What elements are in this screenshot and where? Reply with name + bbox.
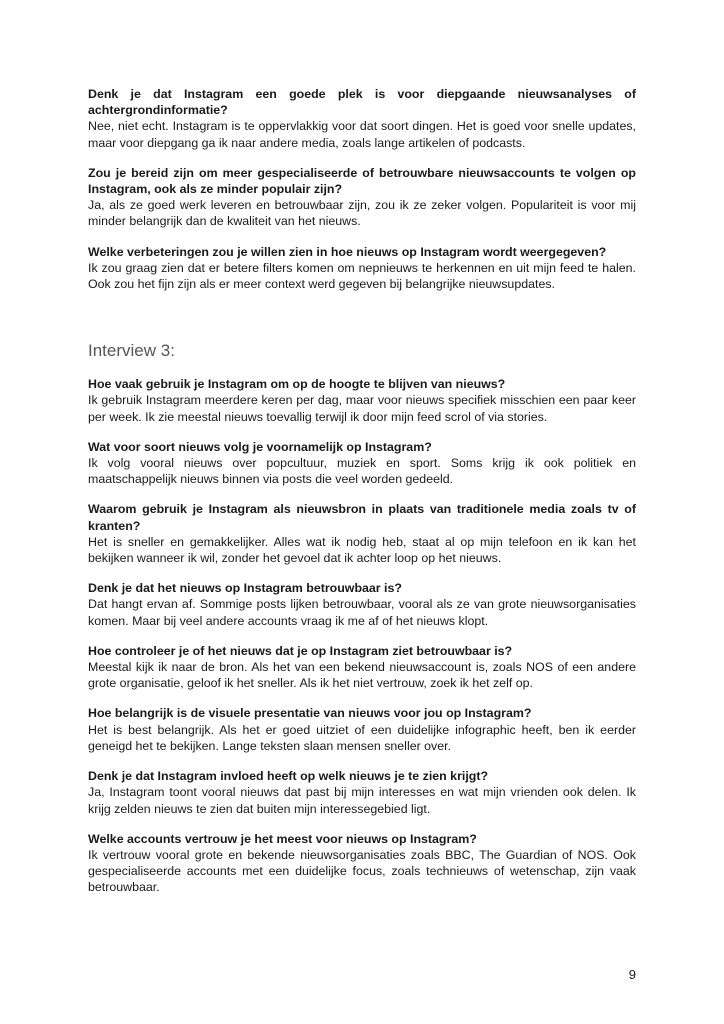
answer: Het is best belangrijk. Als het er goed uitziet of een duidelijke infographic heeft, ben ik eerder geneigd het te bekijken. Lange teksten slaan mensen sneller over. [88, 722, 636, 753]
answer: Het is sneller en gemakkelijker. Alles wat ik nodig heb, staat al op mijn telefoon en ik kan het bekijken wanneer ik wil, zonder het gevoel dat ik achter loop op het nieuws. [88, 534, 636, 566]
question: Hoe belangrijk is de visuele presentatie van nieuws voor jou op Instagram? [88, 706, 532, 721]
question: Zou je bereid zijn om meer gespecialiseerde of betrouwbare nieuwsaccounts te volgen op Instagram, ook als ze minder populair zijn? [88, 165, 636, 197]
answer: Ik gebruik Instagram meerdere keren per dag, maar voor nieuws specifiek misschien een paar keer per week. Ik zie meestal nieuws toevallig terwijl ik door mijn feed scrol of via stories. [88, 393, 636, 424]
answer: Ja, Instagram toont vooral nieuws dat past bij mijn interesses en wat mijn vrienden ook delen. Ik krijg zelden nieuws te zien dat buiten mijn interessegebied ligt. [88, 785, 636, 816]
question: Denk je dat Instagram invloed heeft op welk nieuws je te zien krijgt? [88, 769, 489, 784]
answer: Ja, als ze goed werk leveren en betrouwbaar zijn, zou ik ze zeker volgen. Populariteit is voor mij minder belangrijk dan de kwaliteit van het nieuws. [88, 198, 636, 229]
question: Waarom gebruik je Instagram als nieuwsbron in plaats van traditionele media zoals tv of kranten? [88, 502, 636, 533]
answer: Meestal kijk ik naar de bron. Als het van een bekend nieuwsaccount is, zoals NOS of een andere grote organisatie, geloof ik het sneller. Als ik het niet vertrouw, zoek ik het zelf op. [88, 660, 636, 691]
question: Denk je dat Instagram een goede plek is voor diepgaande nieuwsanalyses of achtergrondinformatie? [88, 87, 636, 118]
qa-item [88, 165, 636, 230]
question: Hoe vaak gebruik je Instagram om op de hoogte te blijven van nieuws? [88, 377, 506, 392]
interview-heading: Interview 3: [88, 341, 175, 361]
page-number: 9 [628, 967, 636, 982]
qa-item [88, 501, 636, 566]
qa-item [88, 439, 636, 488]
qa-item [88, 244, 636, 293]
document-page [88, 86, 636, 910]
question: Welke verbeteringen zou je willen zien in hoe nieuws op Instagram wordt weergegeven? [88, 244, 607, 259]
question: Welke accounts vertrouw je het meest voor nieuws op Instagram? [88, 831, 477, 846]
qa-item [88, 831, 636, 896]
answer: Ik zou graag zien dat er betere filters komen om nepnieuws te herkennen en uit mijn feed te halen. Ook zou het fijn zijn als er meer context werd gegeven bij belangrijke nieuwsupdates. [88, 260, 636, 292]
answer: Ik vertrouw vooral grote en bekende nieuwsorganisaties zoals BBC, The Guardian of NOS. Ook gespecialiseerde accounts met een duidelijke focus, zoals technieuws of wetenschap, zijn vaak betrouwbaar. [88, 847, 636, 895]
question: Hoe controleer je of het nieuws dat je op Instagram ziet betrouwbaar is? [88, 643, 513, 658]
question: Wat voor soort nieuws volg je voornamelijk op Instagram? [88, 439, 432, 454]
qa-item [88, 705, 636, 754]
qa-item [88, 643, 636, 692]
question: Denk je dat het nieuws op Instagram betrouwbaar is? [88, 581, 402, 596]
qa-item [88, 86, 636, 151]
answer: Nee, niet echt. Instagram is te oppervlakkig voor dat soort dingen. Het is goed voor snelle updates, maar voor diepgang ga ik naar andere media, zoals lange artikelen of podcasts. [88, 119, 636, 150]
qa-item [88, 580, 636, 629]
answer: Dat hangt ervan af. Sommige posts lijken betrouwbaar, vooral als ze van grote nieuwsorganisaties komen. Maar bij veel andere accounts vraag ik me af of het nieuws klopt. [88, 597, 636, 628]
answer: Ik volg vooral nieuws over popcultuur, muziek en sport. Soms krijg ik ook politiek en maatschappelijk nieuws binnen via posts die veel worden gedeeld. [88, 456, 636, 487]
qa-item [88, 376, 636, 425]
qa-item [88, 768, 636, 817]
